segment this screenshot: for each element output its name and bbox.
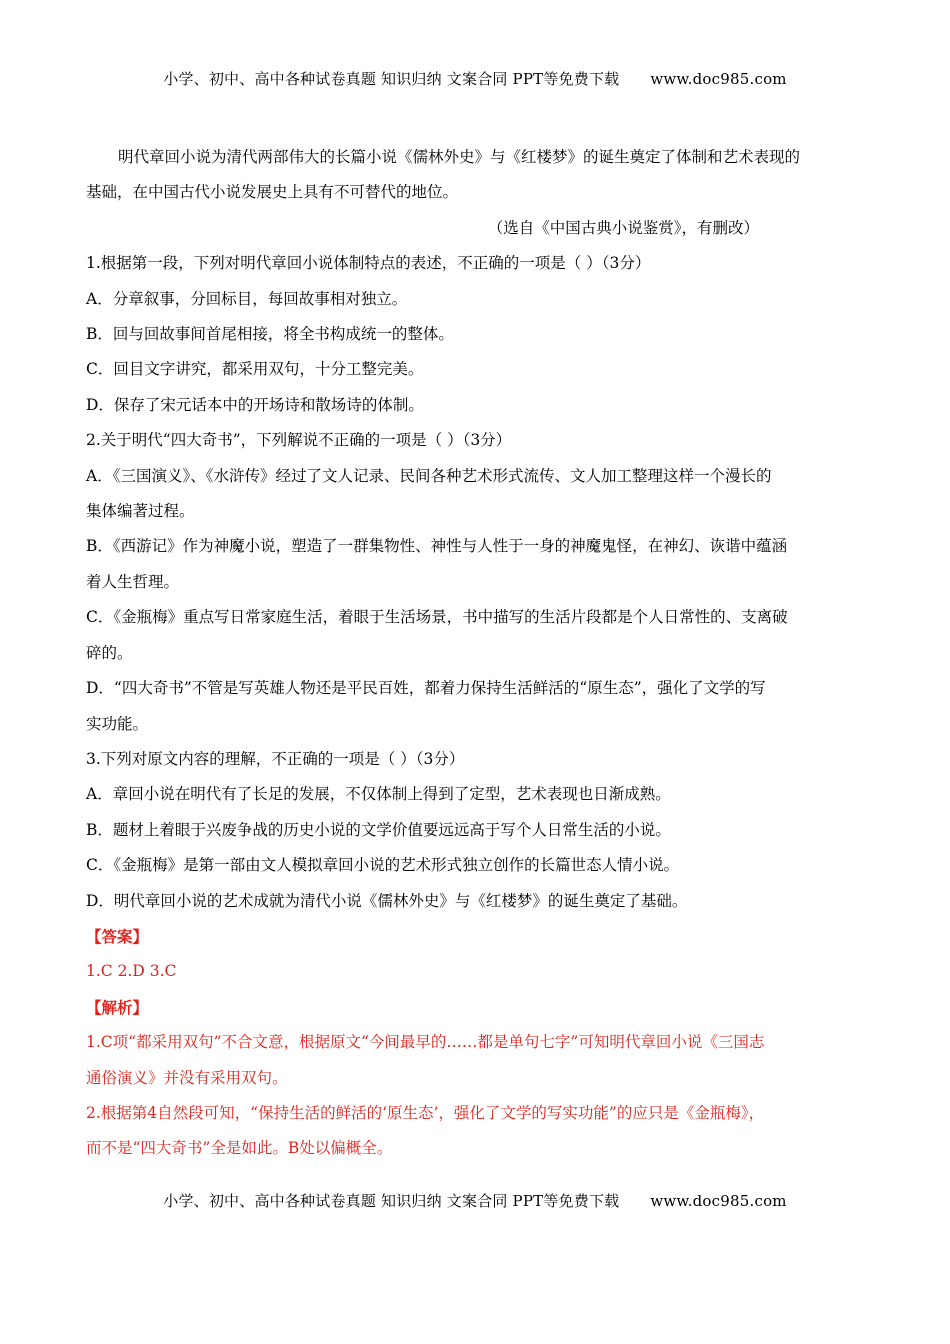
question-2-option-b-cont: 着人生哲理。 <box>86 572 180 591</box>
analysis-2-line: 2.根据第4自然段可知，“保持生活的鲜活的‘原生态’，强化了文学的写实功能”的应只是《金瓶梅》， <box>86 1103 765 1122</box>
question-2-option-b: B．《西游记》作为神魔小说，塑造了一群集物性、神性与人性于一身的神魔鬼怪，在神幻、诙谐中蕴涵 <box>86 537 788 556</box>
page-footer <box>0 1190 950 1211</box>
passage-line: 基础，在中国古代小说发展史上具有不可替代的地位。 <box>86 183 459 202</box>
question-2-option-a: A．《三国演义》、《水浒传》经过了文人记录、民间各种艺术形式流传、文人加工整理这样一个漫长的 <box>86 466 772 485</box>
question-2-option-a-cont: 集体编著过程。 <box>86 502 195 521</box>
question-3-option-a: A．章回小说在明代有了长足的发展，不仅体制上得到了定型，艺术表现也日渐成熟。 <box>86 785 671 804</box>
footer-text: 小学、初中、高中各种试卷真题 知识归纳 文案合同 PPT等免费下载 <box>163 1192 620 1210</box>
question-1-option-c: C．回目文字讲究，都采用双句，十分工整完美。 <box>86 360 424 379</box>
document-body <box>86 140 864 1167</box>
analysis-1-line: 1.C项“都采用双句”不合文意，根据原文“今间最早的……都是单句七字”可知明代章回小说《三国志 <box>86 1033 765 1052</box>
answer-heading: 【答案】 <box>86 926 149 946</box>
question-1-option-b: B．回与回故事间首尾相接，将全书构成统一的整体。 <box>86 325 454 344</box>
footer-url[interactable]: www.doc985.com <box>650 1192 787 1210</box>
answer-text: 1.C 2.D 3.C <box>86 962 177 981</box>
question-2-option-c-cont: 碎的。 <box>86 643 133 662</box>
question-1-option-a: A．分章叙事，分回标目，每回故事相对独立。 <box>86 289 408 308</box>
passage-line: 明代章回小说为清代两部伟大的长篇小说《儒林外史》与《红楼梦》的诞生奠定了体制和艺术表现的 <box>118 148 801 166</box>
question-2-option-d-cont: 实功能。 <box>86 714 149 733</box>
question-3-option-d: D．明代章回小说的艺术成就为清代小说《儒林外史》与《红楼梦》的诞生奠定了基础。 <box>86 891 688 910</box>
passage-source: （选自《中国古典小说鉴赏》，有删改） <box>487 218 759 237</box>
header-url[interactable]: www.doc985.com <box>650 70 787 88</box>
question-1-option-d: D．保存了宋元话本中的开场诗和散场诗的体制。 <box>86 395 424 414</box>
question-1-stem: 1.根据第一段，下列对明代章回小说体制特点的表述，不正确的一项是（ ）（3分） <box>86 254 651 273</box>
question-3-option-c: C．《金瓶梅》是第一部由文人模拟章回小说的艺术形式独立创作的长篇世态人情小说。 <box>86 856 680 875</box>
header-text: 小学、初中、高中各种试卷真题 知识归纳 文案合同 PPT等免费下载 <box>163 70 620 88</box>
question-3-stem: 3.下列对原文内容的理解，不正确的一项是（ ）（3分） <box>86 749 465 768</box>
page-header <box>0 68 950 89</box>
analysis-1-line-cont: 通俗演义》并没有采用双句。 <box>86 1068 288 1087</box>
analysis-2-line-cont: 而不是“四大奇书”全是如此。B处以偏概全。 <box>86 1139 393 1158</box>
question-2-option-c: C．《金瓶梅》重点写日常家庭生活，着眼于生活场景，书中描写的生活片段都是个人日常性的、支离破 <box>86 608 788 627</box>
question-2-stem: 2.关于明代“四大奇书”，下列解说不正确的一项是（ ）（3分） <box>86 431 512 450</box>
question-2-option-d: D．“四大奇书”不管是写英雄人物还是平民百姓，都着力保持生活鲜活的“原生态”，强化了文学的写 <box>86 679 766 698</box>
question-3-option-b: B．题材上着眼于兴废争战的历史小说的文学价值要远远高于写个人日常生活的小说。 <box>86 820 671 839</box>
analysis-heading: 【解析】 <box>86 997 149 1017</box>
